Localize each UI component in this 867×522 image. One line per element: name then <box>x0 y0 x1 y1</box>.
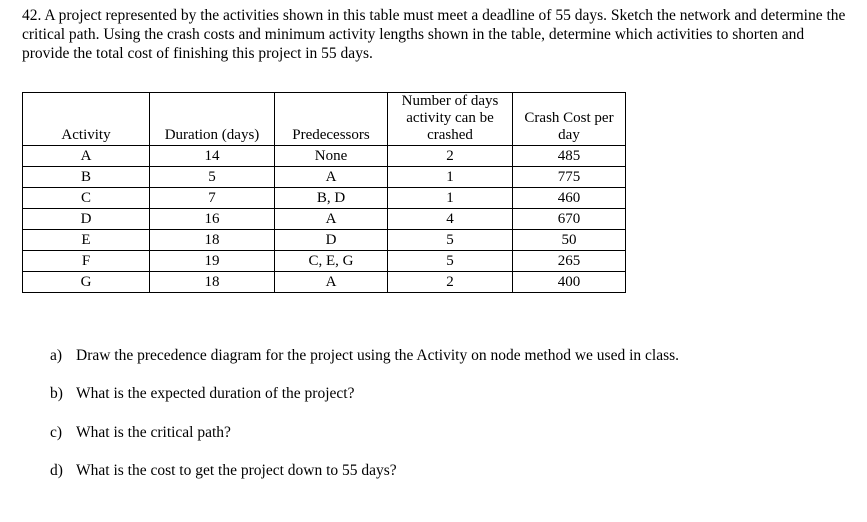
question-c <box>50 423 231 442</box>
cell-activity: E <box>23 230 150 251</box>
activity-table <box>22 92 626 293</box>
table-row <box>23 167 626 188</box>
header-crash-days-line1: Number of days <box>401 93 499 109</box>
question-b <box>50 384 354 403</box>
cell-duration: 16 <box>150 209 275 230</box>
cell-crash-days: 2 <box>388 146 513 167</box>
header-crash-days-line2: activity can be <box>406 110 494 126</box>
problem-statement: 42. A project represented by the activities shown in this table must meet a deadline of 55 days. Sketch the network and determine the critical path. Using the crash costs and minimum activity lengths shown in the table, determine which activities to shorten and provide the total cost of finishing this project in 55 days. <box>22 7 846 62</box>
cell-predecessors: A <box>275 272 388 293</box>
cell-predecessors: D <box>275 230 388 251</box>
cell-predecessors: None <box>275 146 388 167</box>
cell-crash-days: 1 <box>388 188 513 209</box>
question-text: What is the cost to get the project down to 55 days? <box>76 462 397 479</box>
table-row <box>23 230 626 251</box>
header-predecessors: Predecessors <box>275 93 388 146</box>
cell-duration: 19 <box>150 251 275 272</box>
question-text: What is the expected duration of the project? <box>76 385 355 402</box>
table-row <box>23 146 626 167</box>
header-crash-cost-line2: day <box>558 127 580 143</box>
cell-duration: 14 <box>150 146 275 167</box>
table-row <box>23 209 626 230</box>
cell-predecessors: B, D <box>275 188 388 209</box>
table-header-row <box>23 93 626 146</box>
question-label: a) <box>50 347 63 364</box>
cell-activity: F <box>23 251 150 272</box>
cell-activity: G <box>23 272 150 293</box>
header-crash-days <box>388 93 513 146</box>
cell-predecessors: A <box>275 209 388 230</box>
question-a <box>50 346 679 365</box>
cell-duration: 18 <box>150 272 275 293</box>
cell-crash-cost: 50 <box>513 230 626 251</box>
header-crash-cost-line1: Crash Cost per <box>524 110 614 126</box>
cell-predecessors: C, E, G <box>275 251 388 272</box>
question-text: Draw the precedence diagram for the project using the Activity on node method we used in class. <box>76 347 680 364</box>
cell-duration: 7 <box>150 188 275 209</box>
cell-crash-days: 2 <box>388 272 513 293</box>
question-label: c) <box>50 424 63 441</box>
table-row <box>23 251 626 272</box>
cell-activity: A <box>23 146 150 167</box>
question-label: d) <box>50 462 63 479</box>
cell-crash-days: 5 <box>388 230 513 251</box>
cell-crash-days: 4 <box>388 209 513 230</box>
cell-duration: 5 <box>150 167 275 188</box>
cell-crash-cost: 485 <box>513 146 626 167</box>
header-activity: Activity <box>23 93 150 146</box>
cell-crash-cost: 400 <box>513 272 626 293</box>
table-row <box>23 272 626 293</box>
cell-crash-cost: 670 <box>513 209 626 230</box>
table-row <box>23 188 626 209</box>
cell-duration: 18 <box>150 230 275 251</box>
question-text: What is the critical path? <box>76 424 231 441</box>
header-crash-cost <box>513 93 626 146</box>
question-label: b) <box>50 385 63 402</box>
cell-crash-days: 1 <box>388 167 513 188</box>
cell-activity: B <box>23 167 150 188</box>
question-d <box>50 461 397 480</box>
header-duration: Duration (days) <box>150 93 275 146</box>
cell-predecessors: A <box>275 167 388 188</box>
cell-activity: D <box>23 209 150 230</box>
cell-crash-cost: 460 <box>513 188 626 209</box>
cell-activity: C <box>23 188 150 209</box>
cell-crash-days: 5 <box>388 251 513 272</box>
cell-crash-cost: 775 <box>513 167 626 188</box>
header-crash-days-line3: crashed <box>427 127 473 143</box>
cell-crash-cost: 265 <box>513 251 626 272</box>
